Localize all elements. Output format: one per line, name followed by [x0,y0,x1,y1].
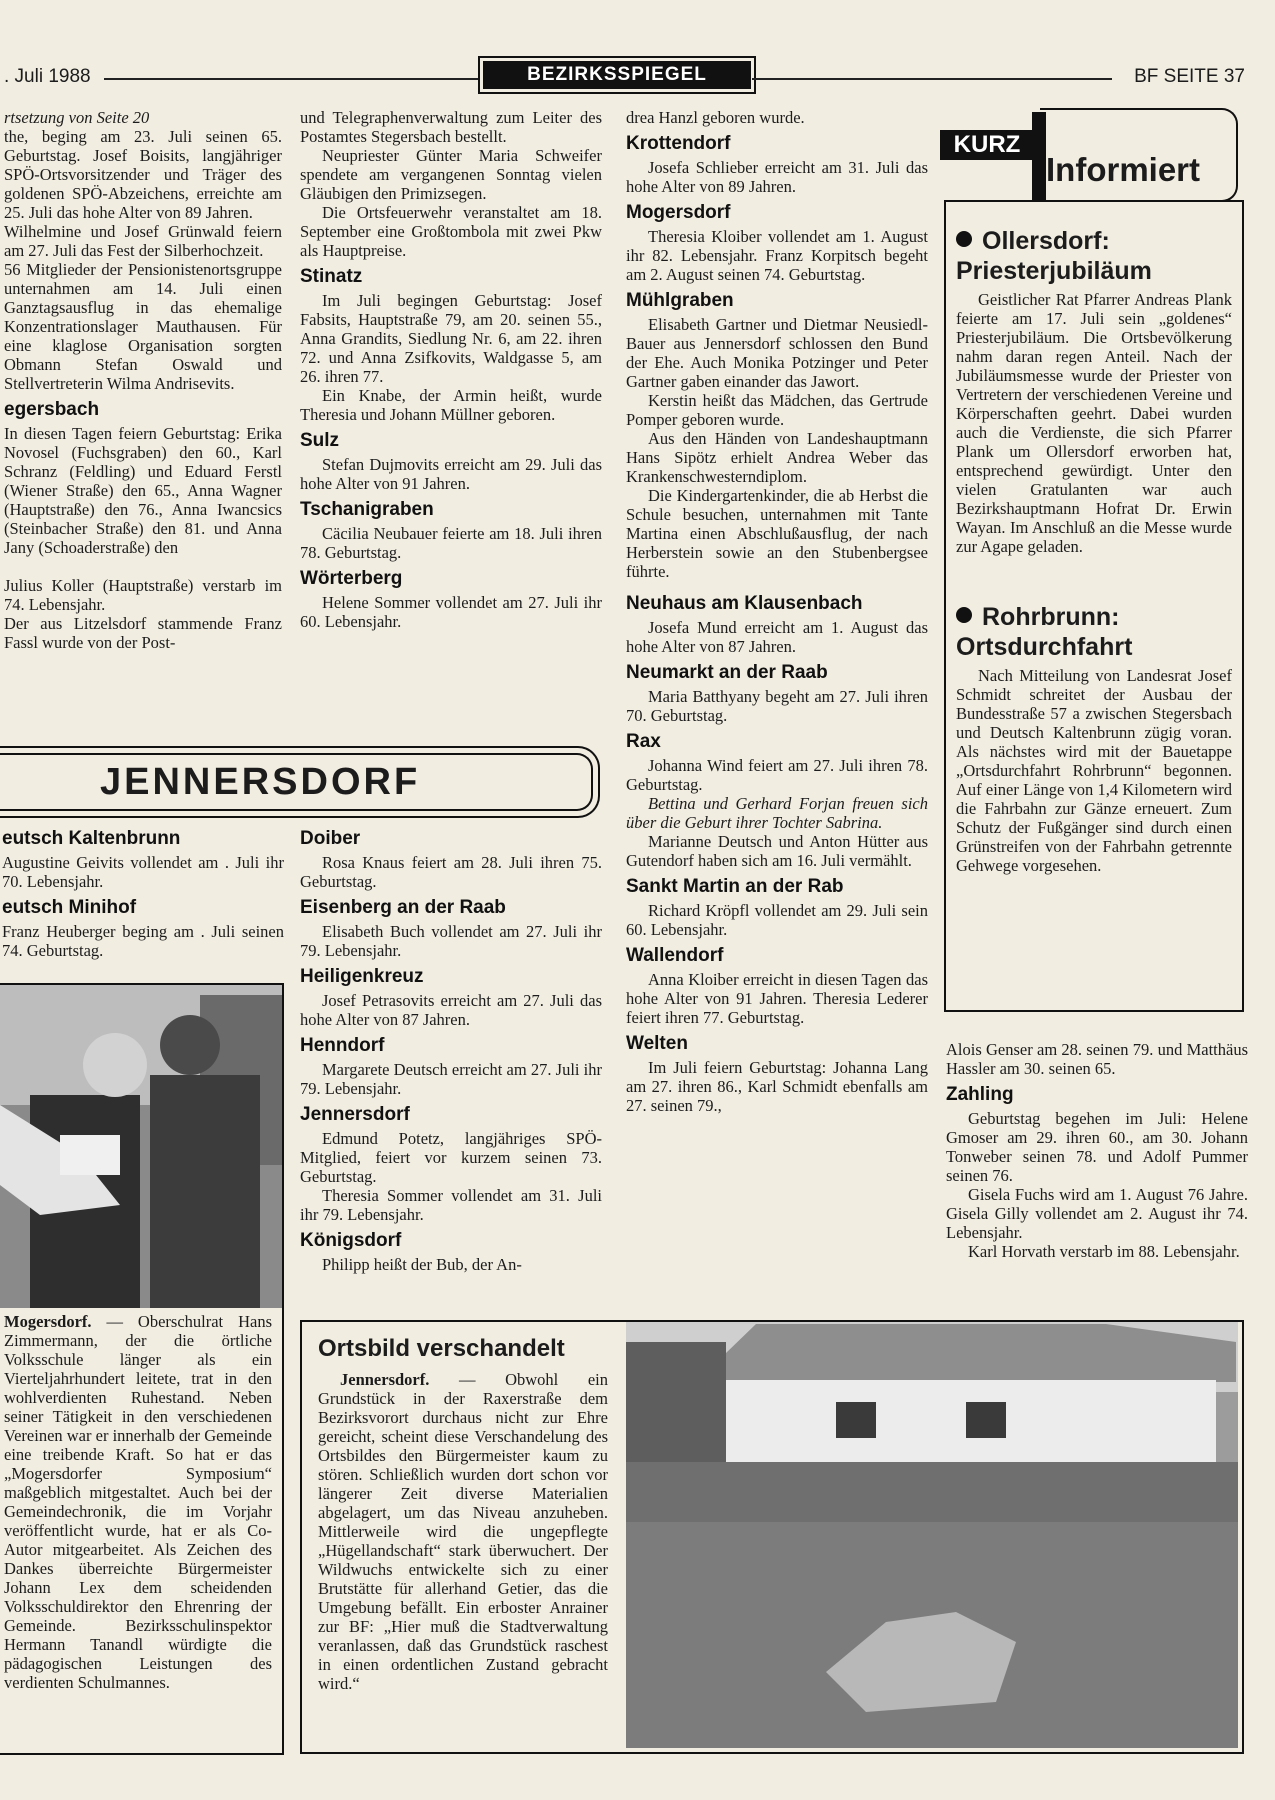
column-2-lower [300,828,602,1274]
place-heading: egersbach [4,399,100,420]
place-heading: Wörterberg [300,568,403,589]
article-paragraph: Neupriester Günter Maria Schweifer spendete am vergangenen Sonntag vielen Gläubigen den Primizsegen. [300,146,602,203]
place-heading: eutsch Minihof [2,897,137,918]
place-heading: Zahling [946,1084,1014,1105]
article-paragraph: Wilhelmine und Josef Grünwald feiern am 27. Juli das Fest der Silberhochzeit. [4,222,282,260]
article-paragraph: Josef Petrasovits erreicht am 27. Juli das hohe Alter von 87 Jahren. [300,991,602,1029]
caption-place: Mogersdorf. [4,1312,92,1331]
article-place: Jennersdorf. [340,1370,430,1389]
article-paragraph: Der aus Litzelsdorf stammende Franz Fassl wurde von der Post- [4,614,282,652]
continuation-note: rtsetzung von Seite 20 [4,108,150,127]
page-number: BF SEITE 37 [1134,66,1245,87]
article-paragraph: Bettina und Gerhard Forjan freuen sich über die Geburt ihrer Tochter Sabrina. [626,794,928,832]
article-paragraph: Theresia Kloiber vollendet am 1. August ihr 82. Lebensjahr. Franz Korpitsch begeht am 2. August seinen 74. Geburtstag. [626,227,928,284]
place-heading: Heiligenkreuz [300,966,424,987]
article-paragraph: Aus den Händen von Landeshauptmann Hans Sipötz erhielt Andrea Weber das Krankenschwesterndiplom. [626,429,928,486]
article-paragraph: Kerstin heißt das Mädchen, das Gertrude Pomper geboren wurde. [626,391,928,429]
article-paragraph: und Telegraphenverwaltung zum Leiter des Postamtes Stegersbach bestellt. [300,108,602,146]
article-paragraph: Rosa Knaus feiert am 28. Juli ihren 75. Geburtstag. [300,853,602,891]
article-headline: Ortsbild verschandelt [318,1335,565,1362]
place-heading: Henndorf [300,1035,385,1056]
article-paragraph: Elisabeth Buch vollendet am 27. Juli ihr 79. Lebensjahr. [300,922,602,960]
article-paragraph: 56 Mitglieder der Pensionistenortsgruppe unternahmen am 14. Juli einen Ganztagsausflug in das ehemalige Konzentrationslager Mauthausen. Für eine klaglose Organisation sorgten Obmann Stefan Oswald und Stellvertreterin Wilma Andrisevits. [4,260,282,393]
logo-tag: KURZ [940,130,1034,160]
article-paragraph: Die Kindergartenkinder, die ab Herbst die Schule besuchen, unternahmen mit Tante Martina einen Abschlußausflug, der nach Herberstein sowie an den Stubenbergsee führte. [626,486,928,581]
place-heading: Königsdorf [300,1230,402,1251]
logo-bar [1032,112,1046,200]
caption-text: — Oberschulrat Hans Zimmermann, der die örtliche Volksschule länger als ein Vierteljahrhundert leitete, trat in den wohlverdienten Ruhestand. Neben seiner Tätigkeit in den verschiedenen Vereinen war er innerhalb der Gemeinde eine treibende Kraft. So hat er das „Mogersdorfer Symposium“ maßgeblich mitgestaltet. Auch bei der Gemeindechronik, die im Vorjahr veröffentlicht wurde, hat er als Co-Autor mitgearbeitet. Als Zeichen des Dankes überreichte Bürgermeister Johann Lex dem scheidenden Volksschuldirektor den Ehrenring der Gemeinde. Bezirksschulinspektor Hermann Tanandl würdigte die pädagogischen Leistungen des verdienten Schulmannes. [4,1312,272,1692]
article-paragraph: drea Hanzl geboren wurde. [626,108,805,127]
article-paragraph: Ein Knabe, der Armin heißt, wurde Theresia und Johann Müllner geboren. [300,386,602,424]
column-4-lower [946,1040,1248,1261]
place-heading: Welten [626,1033,688,1054]
place-heading: Krottendorf [626,133,731,154]
place-heading: Mühlgraben [626,290,734,311]
place-heading: Stinatz [300,266,363,287]
lot-illustration [626,1322,1238,1748]
article-paragraph: Im Juli feiern Geburtstag: Johanna Lang am 27. ihren 86., Karl Schmidt ebenfalls am 27. seinen 79., [626,1058,928,1115]
column-3 [626,108,928,1115]
section-title: BEZIRKSSPIEGEL [483,61,751,89]
place-heading: Mogersdorf [626,202,731,223]
article-paragraph: Die Ortsfeuerwehr veranstaltet am 18. September eine Großtombola mit zwei Pkw als Hauptpreise. [300,203,602,260]
ortsbild-article [318,1334,608,1693]
article-paragraph: Maria Batthyany begeht am 27. Juli ihren 70. Geburtstag. [626,687,928,725]
article-paragraph: Im Juli begingen Geburtstag: Josef Fabsits, Hauptstraße 79, am 20. seinen 55., Anna Grandits, Siedlung Nr. 6, am 22. ihren 72. und Anna Zsifkovits, Waldgasse 5, am 26. ihren 77. [300,291,602,386]
article-paragraph: Josefa Schlieber erreicht am 31. Juli das hohe Alter von 89 Jahren. [626,158,928,196]
issue-date: . Juli 1988 [4,66,91,87]
news-text: Geistlicher Rat Pfarrer Andreas Plank feierte am 17. Juli sein „goldenes“ Priesterjubiläum. Die Ortsbevölkerung nahm daran regen Anteil. Nach der Jubiläumsmesse wurde der Priester von Vertretern der verschiedenen Vereine und Körperschaften geehrt. Dabei wurden auch die Verdienste, die sich Pfarrer Plank um Ollersdorf erworben hat, entsprechend gewürdigt. Unter den vielen Gratulanten war auch Bezirkshauptmann Hofrat Dr. Erwin Wayan. Im Anschluß an die Messe wurde zur Agape geladen. [956,290,1232,556]
article-text: — Obwohl ein Grundstück in der Raxerstraße dem Bezirksvorort durchaus nicht zur Ehre gereicht, scheint diese Verschandelung des Ortsbildes den Bürgermeister kaum zu stören. Schließlich wurden dort schon vor längerer Zeit diverse Materialien abgelagert, um das Niveau anzuheben. Mittlerweile wird die ungepflegte „Hügellandschaft“ stark überwuchert. Der Wildwuchs entwickelte sich zu einer Brutstätte für allerhand Getier, das die Umgebung befällt. Ein erboster Anrainer zur BF: „Hier muß die Stadtverwaltung veranlassen, daß das Grundstück raschest in einen ordentlichen Zustand gebracht wird.“ [318,1370,608,1693]
ceremony-photo [0,985,282,1308]
news-headline: Rohrbrunn: Ortsdurchfahrt [956,603,1133,661]
article-paragraph: Josefa Mund erreicht am 1. August das hohe Alter von 87 Jahren. [626,618,928,656]
article-paragraph: Helene Sommer vollendet am 27. Juli ihr 60. Lebensjahr. [300,593,602,631]
place-heading: Jennersdorf [300,1104,410,1125]
place-heading: Doiber [300,828,361,849]
header-rule-right [752,78,1112,80]
article-paragraph: Philipp heißt der Bub, der An- [322,1255,522,1274]
article-paragraph: Stefan Dujmovits erreicht am 29. Juli das hohe Alter von 91 Jahren. [300,455,602,493]
article-paragraph: the, beging am 23. Juli seinen 65. Geburtstag. Josef Boisits, langjähriger SPÖ-Ortsvorsitzender und Träger des goldenen SPÖ-Abzeichens, erreichte am 25. Juli das hohe Alter von 89 Jahren. [4,127,282,222]
article-paragraph: Cäcilia Neubauer feierte am 18. Juli ihren 78. Geburtstag. [300,524,602,562]
section-banner [478,56,756,94]
article-paragraph: Franz Heuberger beging am . Juli seinen 74. Geburtstag. [2,922,284,960]
article-paragraph: Geburtstag begehen im Juli: Helene Gmoser am 29. ihren 60., am 30. Johann Tonweber seinen 78. und Adolf Pummer seinen 76. [946,1109,1248,1185]
place-heading: Neumarkt an der Raab [626,662,828,683]
district-title: JENNERSDORF [0,753,593,811]
column-2-top [300,108,602,631]
article-paragraph: Theresia Sommer vollendet am 31. Juli ihr 79. Lebensjahr. [300,1186,602,1224]
article-paragraph: Richard Kröpfl vollendet am 29. Juli sein 60. Lebensjahr. [626,901,928,939]
header-rule-left [104,78,478,80]
overgrown-lot-photo [626,1322,1238,1748]
logo-word: Informiert [1046,151,1201,188]
place-heading: Sulz [300,430,340,451]
article-paragraph: Margarete Deutsch erreicht am 27. Juli ihr 79. Lebensjahr. [300,1060,602,1098]
column-1-top [4,108,282,652]
article-paragraph: Augustine Geivits vollendet am . Juli ihr 70. Lebensjahr. [2,853,284,891]
place-heading: Neuhaus am Klausenbach [626,593,863,614]
place-heading: Eisenberg an der Raab [300,897,506,918]
article-paragraph: Anna Kloiber erreicht in diesen Tagen das hohe Alter von 91 Jahren. Theresia Lederer feiert ihren 77. Geburtstag. [626,970,928,1027]
news-text: Nach Mitteilung von Landesrat Josef Schmidt schreitet der Ausbau der Bundesstraße 57 a zwischen Stegersbach und Deutsch Kaltenbrunn zügig voran. Als nächstes wird mit der Bauetappe „Ortsdurchfahrt Rohrbrunn“ begonnen. Auf einer Länge von 1,4 Kilometern wird die Fahrbahn zur Gänze erneuert. Zum Schutz der Fußgänger sind durch einen Grünstreifen von der Fahrbahn getrennte Gehwege vorgesehen. [956,666,1232,875]
place-heading: Tschanigraben [300,499,434,520]
bullet-icon [956,607,972,623]
article-paragraph: Elisabeth Gartner und Dietmar Neusiedl-Bauer aus Jennersdorf schlossen den Bund der Ehe. Auch Monika Potzinger und Peter Gartner gaben einander das Jawort. [626,315,928,391]
place-heading: Sankt Martin an der Rab [626,876,844,897]
news-headline: Ollersdorf: Priesterjubiläum [956,227,1152,285]
article-paragraph: Alois Genser am 28. seinen 79. und Matthäus Hassler am 30. seinen 65. [946,1040,1248,1078]
article-paragraph: Julius Koller (Hauptstraße) verstarb im 74. Lebensjahr. [4,576,282,614]
article-paragraph: Edmund Potetz, langjähriges SPÖ-Mitglied, feiert vor kurzem seinen 73. Geburtstag. [300,1129,602,1186]
district-banner [0,746,600,818]
article-paragraph: Johanna Wind feiert am 27. Juli ihren 78. Geburtstag. [626,756,928,794]
kurz-informiert-logo [940,108,1240,202]
place-heading: eutsch Kaltenbrunn [2,828,181,849]
article-paragraph: Marianne Deutsch und Anton Hütter aus Gutendorf haben sich am 16. Juli vermählt. [626,832,928,870]
article-paragraph: Gisela Fuchs wird am 1. August 76 Jahre. Gisela Gilly vollendet am 2. August ihr 74. Lebensjahr. [946,1185,1248,1242]
place-heading: Rax [626,731,661,752]
article-paragraph: In diesen Tagen feiern Geburtstag: Erika Novosel (Fuchsgraben) den 60., Karl Schranz (Feldling) und Eduard Ferstl (Wiener Straße) den 65., Anna Wagner (Hauptstraße) den 76., Anna Iwancsics (Steinbacher Straße) den 81. und Anna Jany (Schoaderstraße) den [4,424,282,557]
photo-caption [4,1312,272,1692]
article-paragraph: Karl Horvath verstarb im 88. Lebensjahr. [968,1242,1240,1261]
place-heading: Wallendorf [626,945,724,966]
bullet-icon [956,231,972,247]
kurz-content [956,226,1232,875]
column-1-lower [2,828,284,960]
photo-illustration [0,985,282,1308]
